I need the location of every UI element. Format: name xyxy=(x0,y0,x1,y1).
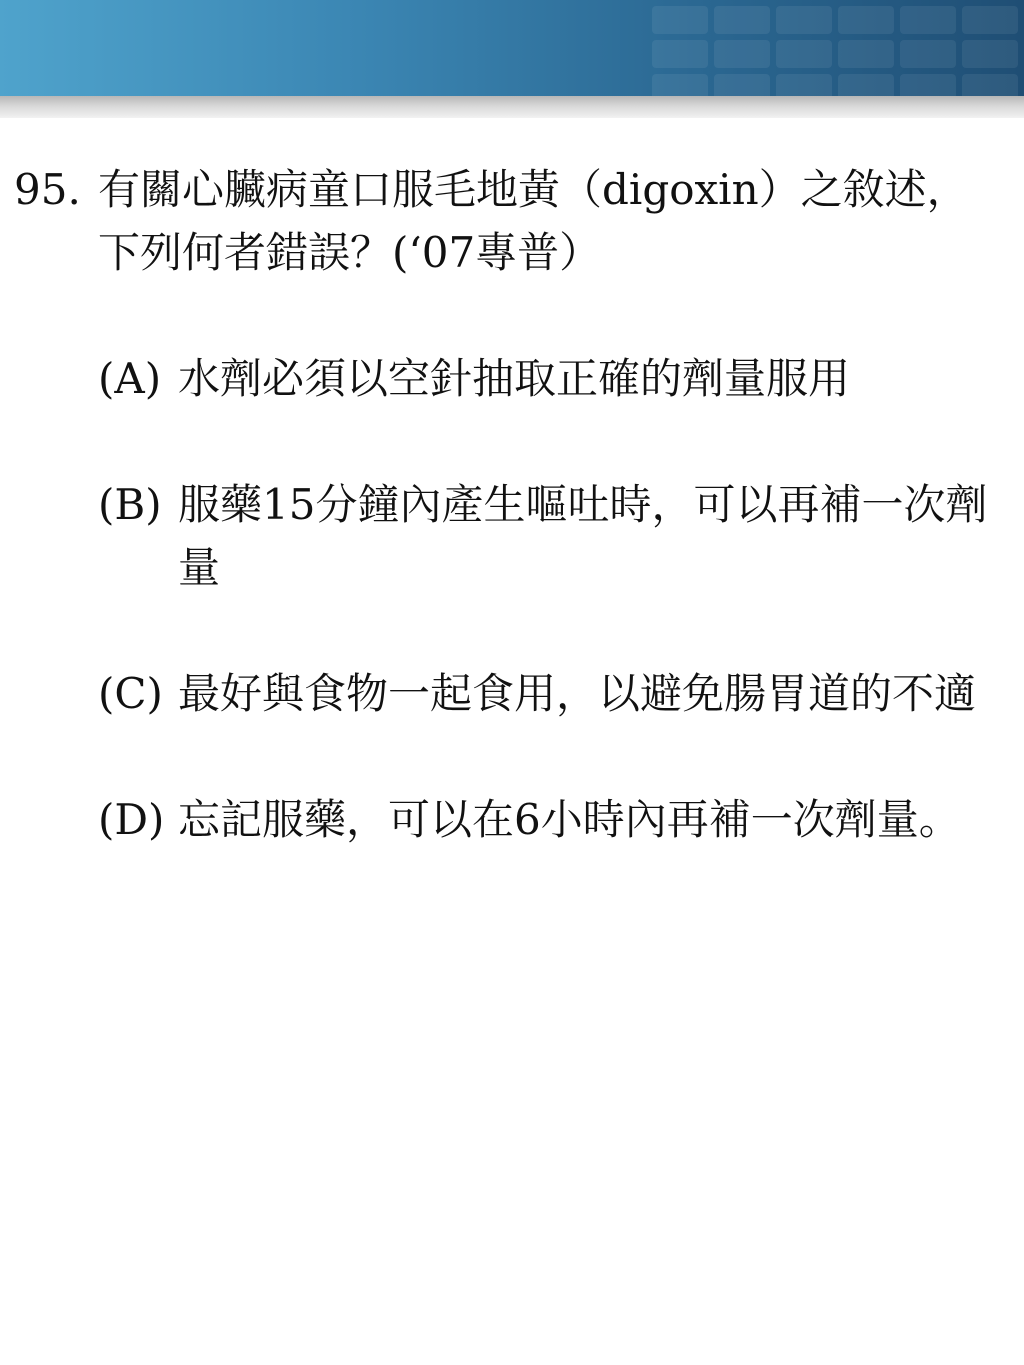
option-text: 忘記服藥，可以在6小時內再補一次劑量。 xyxy=(178,795,961,844)
option-label: (C) xyxy=(98,669,163,718)
option-text: 服藥15分鐘內產生嘔吐時，可以再補一次劑量 xyxy=(178,480,988,592)
option-label: (A) xyxy=(98,354,162,403)
question xyxy=(14,158,1004,284)
option-text: 最好與食物一起食用，以避免腸胃道的不適 xyxy=(178,669,977,718)
slide-content xyxy=(14,158,1004,851)
option-label: (B) xyxy=(98,480,162,529)
banner-decoration xyxy=(644,0,1024,96)
header-banner xyxy=(0,0,1024,96)
options-list xyxy=(98,347,1004,851)
question-text: 有關心臟病童口服毛地黃（digoxin）之敘述，下列何者錯誤？(‘07專普） xyxy=(98,165,969,277)
banner-shadow xyxy=(0,96,1024,118)
option-c xyxy=(98,662,1004,725)
option-label: (D) xyxy=(98,795,165,844)
option-d xyxy=(98,788,1004,851)
option-a xyxy=(98,347,1004,410)
question-number: 95. xyxy=(14,165,81,214)
option-text: 水劑必須以空針抽取正確的劑量服用 xyxy=(178,354,851,403)
option-b xyxy=(98,473,1004,599)
